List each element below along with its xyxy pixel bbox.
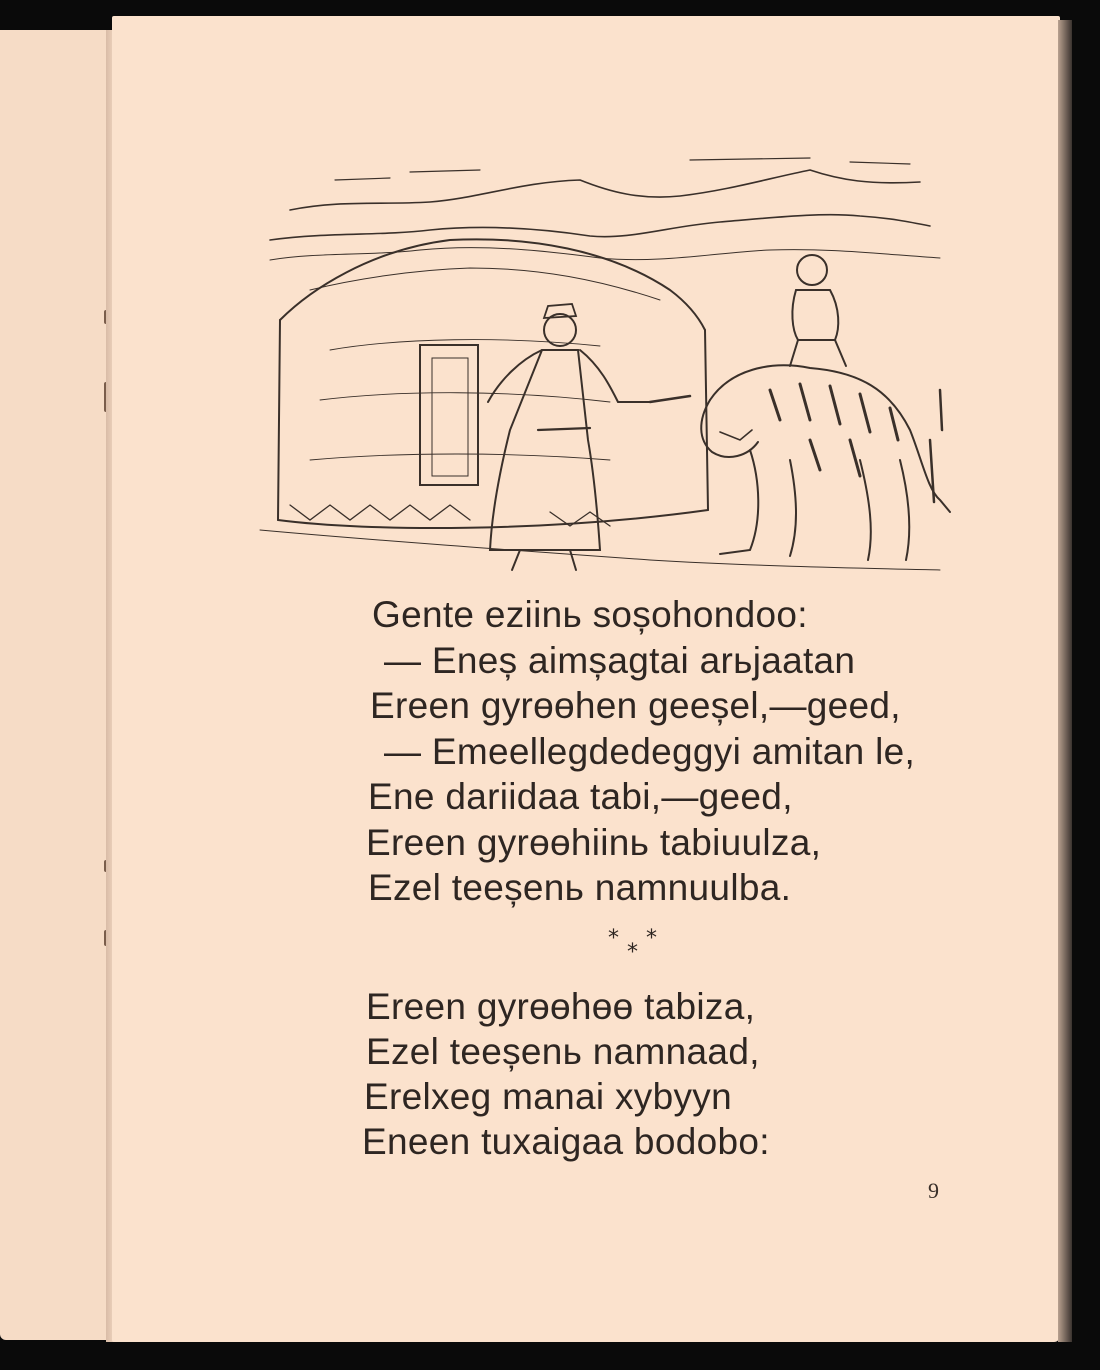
poem-line: — Eneș aimșagtai arьjaatan xyxy=(384,639,856,681)
page-number: 9 xyxy=(928,1178,939,1203)
asterisk-glyph: * xyxy=(627,940,638,965)
asterisk-glyph: * xyxy=(608,926,619,951)
illustration-yurt-tiger xyxy=(250,140,960,580)
asterisk-glyph: * xyxy=(646,926,657,951)
poem-line: Ereen gyrөөhen geeșel,—geed, xyxy=(370,685,901,726)
poem-line: Ezel teeșenь namnuulba. xyxy=(368,867,792,908)
poem-stanza-2 xyxy=(362,984,962,1164)
poem-line: Eneen tuxaigaa bodobo: xyxy=(362,1121,770,1162)
poem-line: Ezel teeșenь namnaad, xyxy=(366,1031,760,1072)
page-edge-shadow xyxy=(1058,20,1072,1342)
poem-line: Erelxeg manai xybyyn xyxy=(364,1076,732,1117)
poem-line: Gente eziinь soșohondoo: xyxy=(372,594,808,635)
poem-line: Ereen gyrөөhөө tabiza, xyxy=(366,986,756,1027)
poem-line: Ereen gyrөөhiinь tabiuulza, xyxy=(366,821,822,863)
left-page xyxy=(0,30,112,1340)
poem-line: — Emeellegdedeggyi amitan le, xyxy=(384,730,916,772)
poem-stanza-1 xyxy=(366,592,966,911)
poem-line: Ene dariidaa tabi,—geed, xyxy=(368,776,793,817)
section-divider xyxy=(608,926,668,970)
